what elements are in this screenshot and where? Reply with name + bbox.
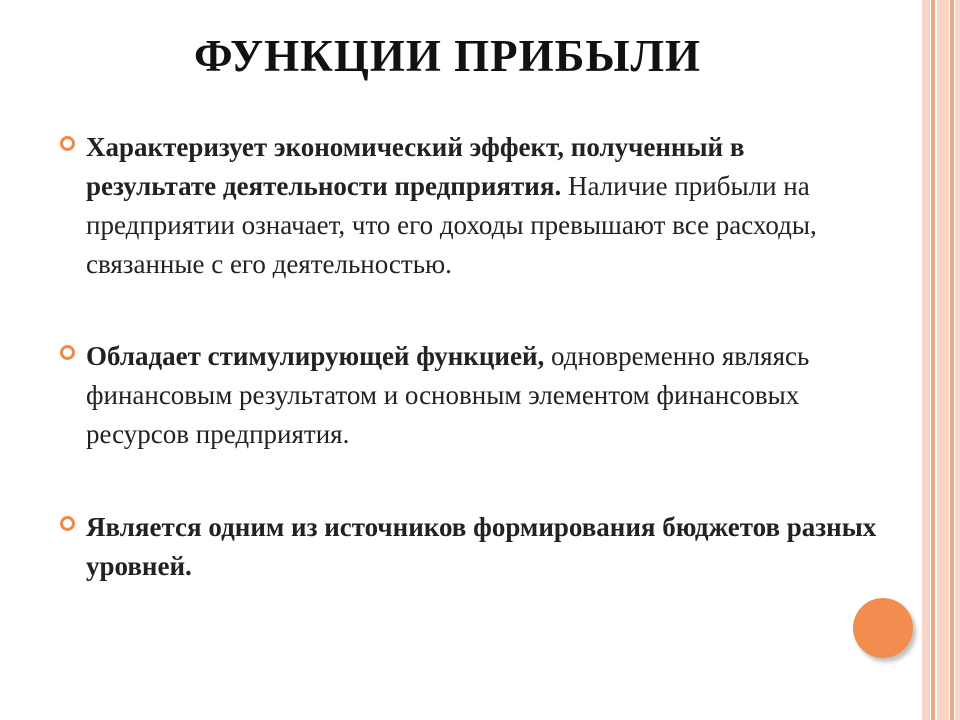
- bullet-item: [60, 508, 880, 586]
- bullet-text: [86, 128, 880, 284]
- decor-circle: [853, 598, 913, 658]
- bullet-circle-icon: [60, 345, 75, 360]
- bullet-text: [86, 337, 880, 454]
- bullet-circle-icon: [60, 516, 75, 531]
- bullet-circle-icon: [60, 136, 75, 151]
- decor-stripe: [922, 0, 930, 720]
- decor-stripe: [937, 0, 949, 720]
- bullet-bold-text: Является одним из источников формирования бюджетов разных уровней.: [86, 512, 877, 581]
- bullet-normal-text: одновременно являясь финансовым результатом и основным элементом финансовых ресурсов предприятия.: [86, 341, 810, 449]
- bullet-item: [60, 128, 880, 284]
- decor-stripe: [950, 0, 954, 720]
- bullet-text: [86, 508, 880, 586]
- slide-title: ФУНКЦИИ ПРИБЫЛИ: [193, 31, 702, 81]
- bullet-item: [60, 337, 880, 454]
- decor-stripe: [955, 0, 960, 720]
- bullet-bold-text: Характеризует экономический эффект, полученный в результате деятельности предприятия.: [86, 132, 745, 201]
- decor-stripe: [931, 0, 935, 720]
- bullet-bold-text: Обладает стимулирующей функцией,: [86, 341, 545, 371]
- bullet-normal-text: Наличие прибыли на предприятии означает, что его доходы превышают все расходы, связанные с его деятельностью.: [86, 171, 817, 279]
